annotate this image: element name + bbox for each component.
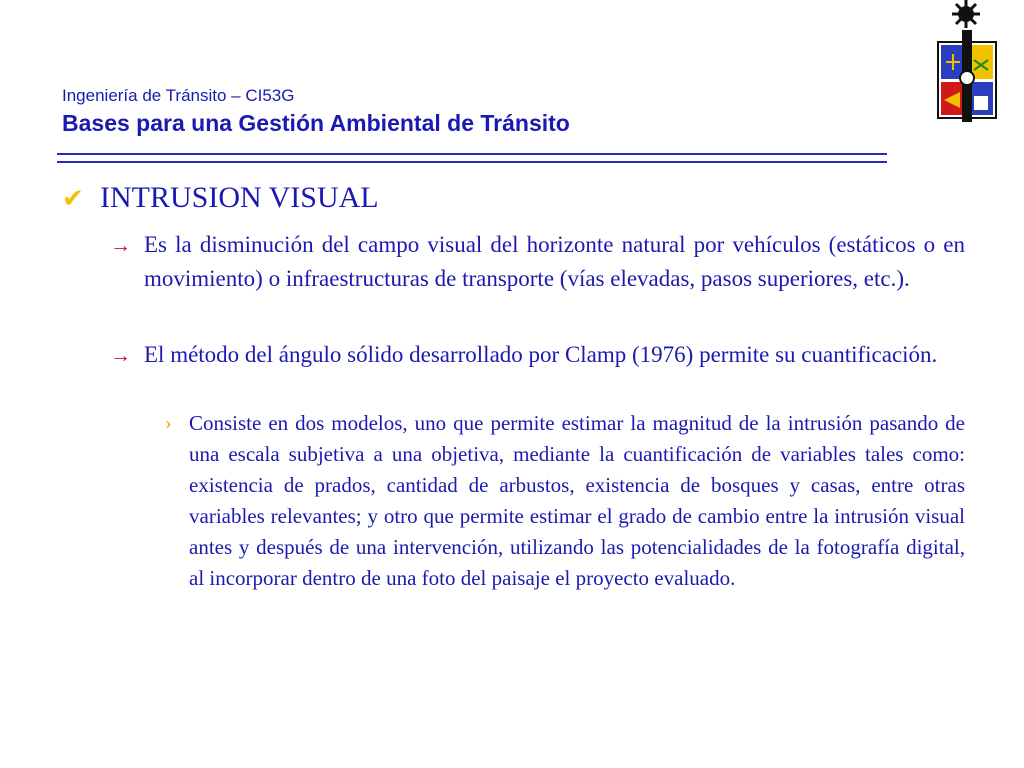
arrow-right-icon: → <box>110 343 131 367</box>
header-rule-bottom <box>57 161 887 163</box>
checkmark-icon: ✔ <box>62 184 84 213</box>
chevron-right-icon: › <box>165 412 172 434</box>
sub-bullet-models <box>165 408 965 594</box>
arrow-right-icon: → <box>110 233 131 257</box>
bullet-method <box>110 338 965 372</box>
bullet-definition-text: Es la disminución del campo visual del horizonte natural por vehículos (estáticos o en movimiento) o infraestructuras de transporte (vías elevadas, pasos superiores, etc.). <box>144 232 965 291</box>
heading-text: INTRUSION VISUAL <box>100 181 379 214</box>
section-heading <box>62 180 379 217</box>
header-rule-top <box>57 153 887 155</box>
slide-title: Bases para una Gestión Ambiental de Tránsito <box>62 110 570 136</box>
sub-bullet-models-text: Consiste en dos modelos, uno que permite estimar la magnitud de la intrusión pasando de una escala subjetiva a una objetiva, mediante la cuantificación de variables tales como: existencia de prados, cantidad de arbustos, existencia de bosques y casas, entre otras variables relevantes; y otro que permite estimar el grado de cambio entre la intrusión visual antes y después de una intervención, utilizando las potencialidades de la fotografía digital, al incorporar dentro de una foto del paisaje el proyecto evaluado. <box>189 411 965 590</box>
course-subtitle: Ingeniería de Tránsito – CI53G <box>62 86 295 105</box>
bullet-method-text: El método del ángulo sólido desarrollado por Clamp (1976) permite su cuantificación. <box>144 342 938 367</box>
university-logo <box>932 0 1002 128</box>
bullet-definition <box>110 228 965 296</box>
star-icon <box>952 0 980 28</box>
